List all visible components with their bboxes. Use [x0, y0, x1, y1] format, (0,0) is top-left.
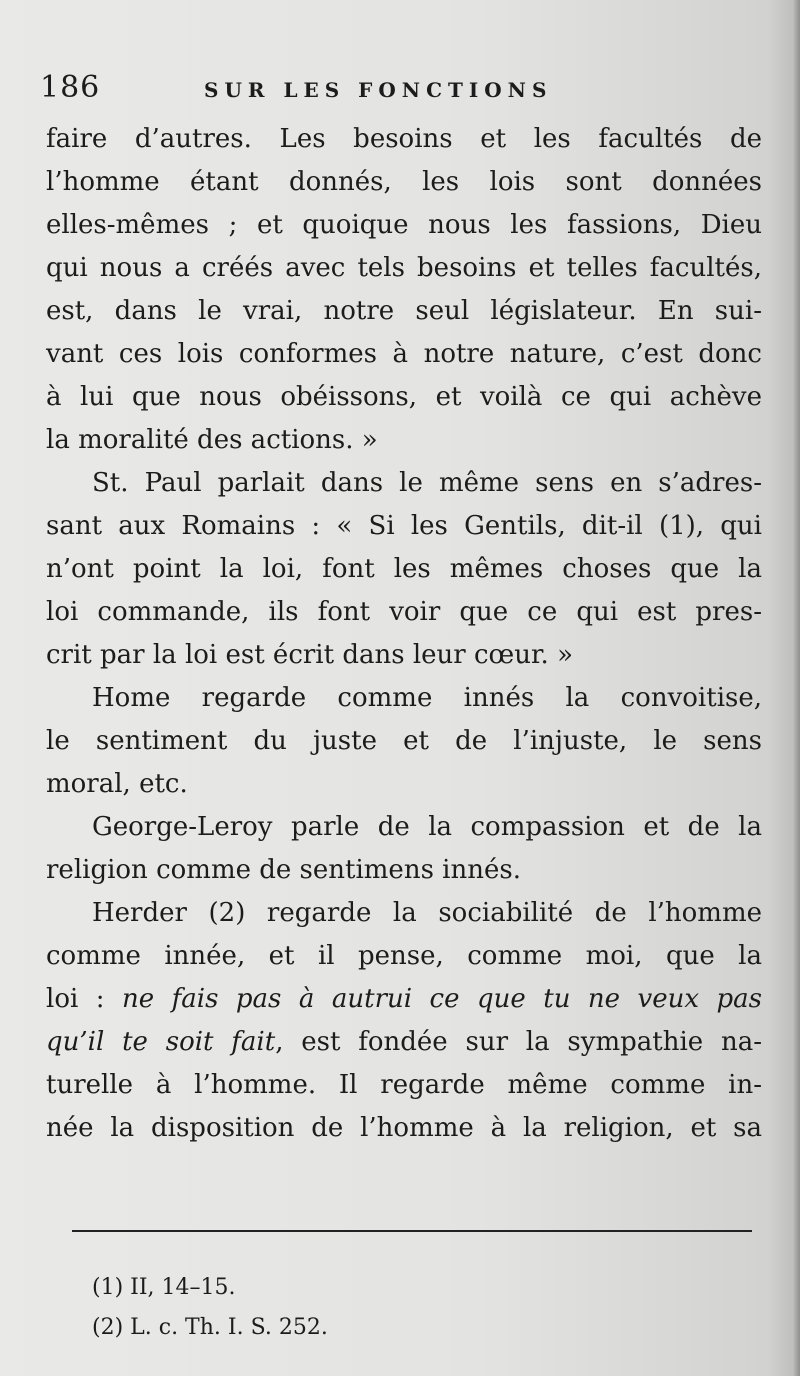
text-line-21-roman: loi : — [46, 984, 123, 1014]
text-line-8: la moralité des actions. » — [46, 425, 378, 455]
text-line-14: Home regarde comme innés la convoitise, — [92, 683, 762, 713]
text-line-24: née la disposition de l’homme à la religion, et sa — [46, 1113, 762, 1143]
text-line-23: turelle à l’homme. Il regarde même comme in- — [46, 1070, 762, 1100]
text-line-6: vant ces lois conformes à notre nature, c’est donc — [46, 339, 762, 369]
text-line-7: à lui que nous obéissons, et voilà ce qui achève — [46, 382, 762, 412]
text-line-22-italic: qu’il te soit fait — [46, 1027, 276, 1057]
text-line-15: le sentiment du juste et de l’injuste, le sens — [46, 726, 762, 756]
text-line-4: qui nous a créés avec tels besoins et telles facultés, — [46, 253, 762, 283]
text-line-1: faire d’autres. Les besoins et les facultés de — [46, 124, 762, 154]
text-line-19: Herder (2) regarde la sociabilité de l’homme — [92, 898, 762, 928]
text-line-22-roman: , est fondée sur la sympathie na- — [275, 1027, 762, 1057]
text-line-12: loi commande, ils font voir que ce qui est pres- — [46, 597, 762, 627]
text-line-11: n’ont point la loi, font les mêmes choses que la — [46, 554, 762, 584]
page-number: 186 — [40, 70, 101, 105]
text-line-2: l’homme étant donnés, les lois sont données — [46, 167, 762, 197]
page-edge-shadow — [792, 0, 800, 1376]
text-line-9: St. Paul parlait dans le même sens en s’adres- — [92, 468, 762, 498]
text-line-22 — [46, 1021, 762, 1064]
footnote-2: (2) L. c. Th. I. S. 252. — [92, 1315, 328, 1340]
text-line-13: crit par la loi est écrit dans leur cœur. » — [46, 640, 573, 670]
running-head: SUR LES FONCTIONS — [204, 78, 553, 102]
text-line-18: religion comme de sentimens innés. — [46, 855, 521, 885]
text-line-20: comme innée, et il pense, comme moi, que la — [46, 941, 762, 971]
text-line-3: elles-mêmes ; et quoique nous les fassions, Dieu — [46, 210, 762, 240]
footnote-1: (1) II, 14–15. — [92, 1275, 236, 1300]
footnote-rule — [72, 1230, 752, 1232]
text-line-10: sant aux Romains : « Si les Gentils, dit-il (1), qui — [46, 511, 762, 541]
body-text — [46, 118, 762, 1150]
page-header — [40, 70, 760, 110]
text-line-21 — [46, 978, 762, 1021]
text-line-17: George-Leroy parle de la compassion et de la — [92, 812, 762, 842]
footnotes — [92, 1268, 692, 1348]
text-line-21-italic: ne fais pas à autrui ce que tu ne veux pas — [122, 984, 762, 1014]
text-line-5: est, dans le vrai, notre seul législateur. En sui- — [46, 296, 762, 326]
text-line-16: moral, etc. — [46, 769, 188, 799]
